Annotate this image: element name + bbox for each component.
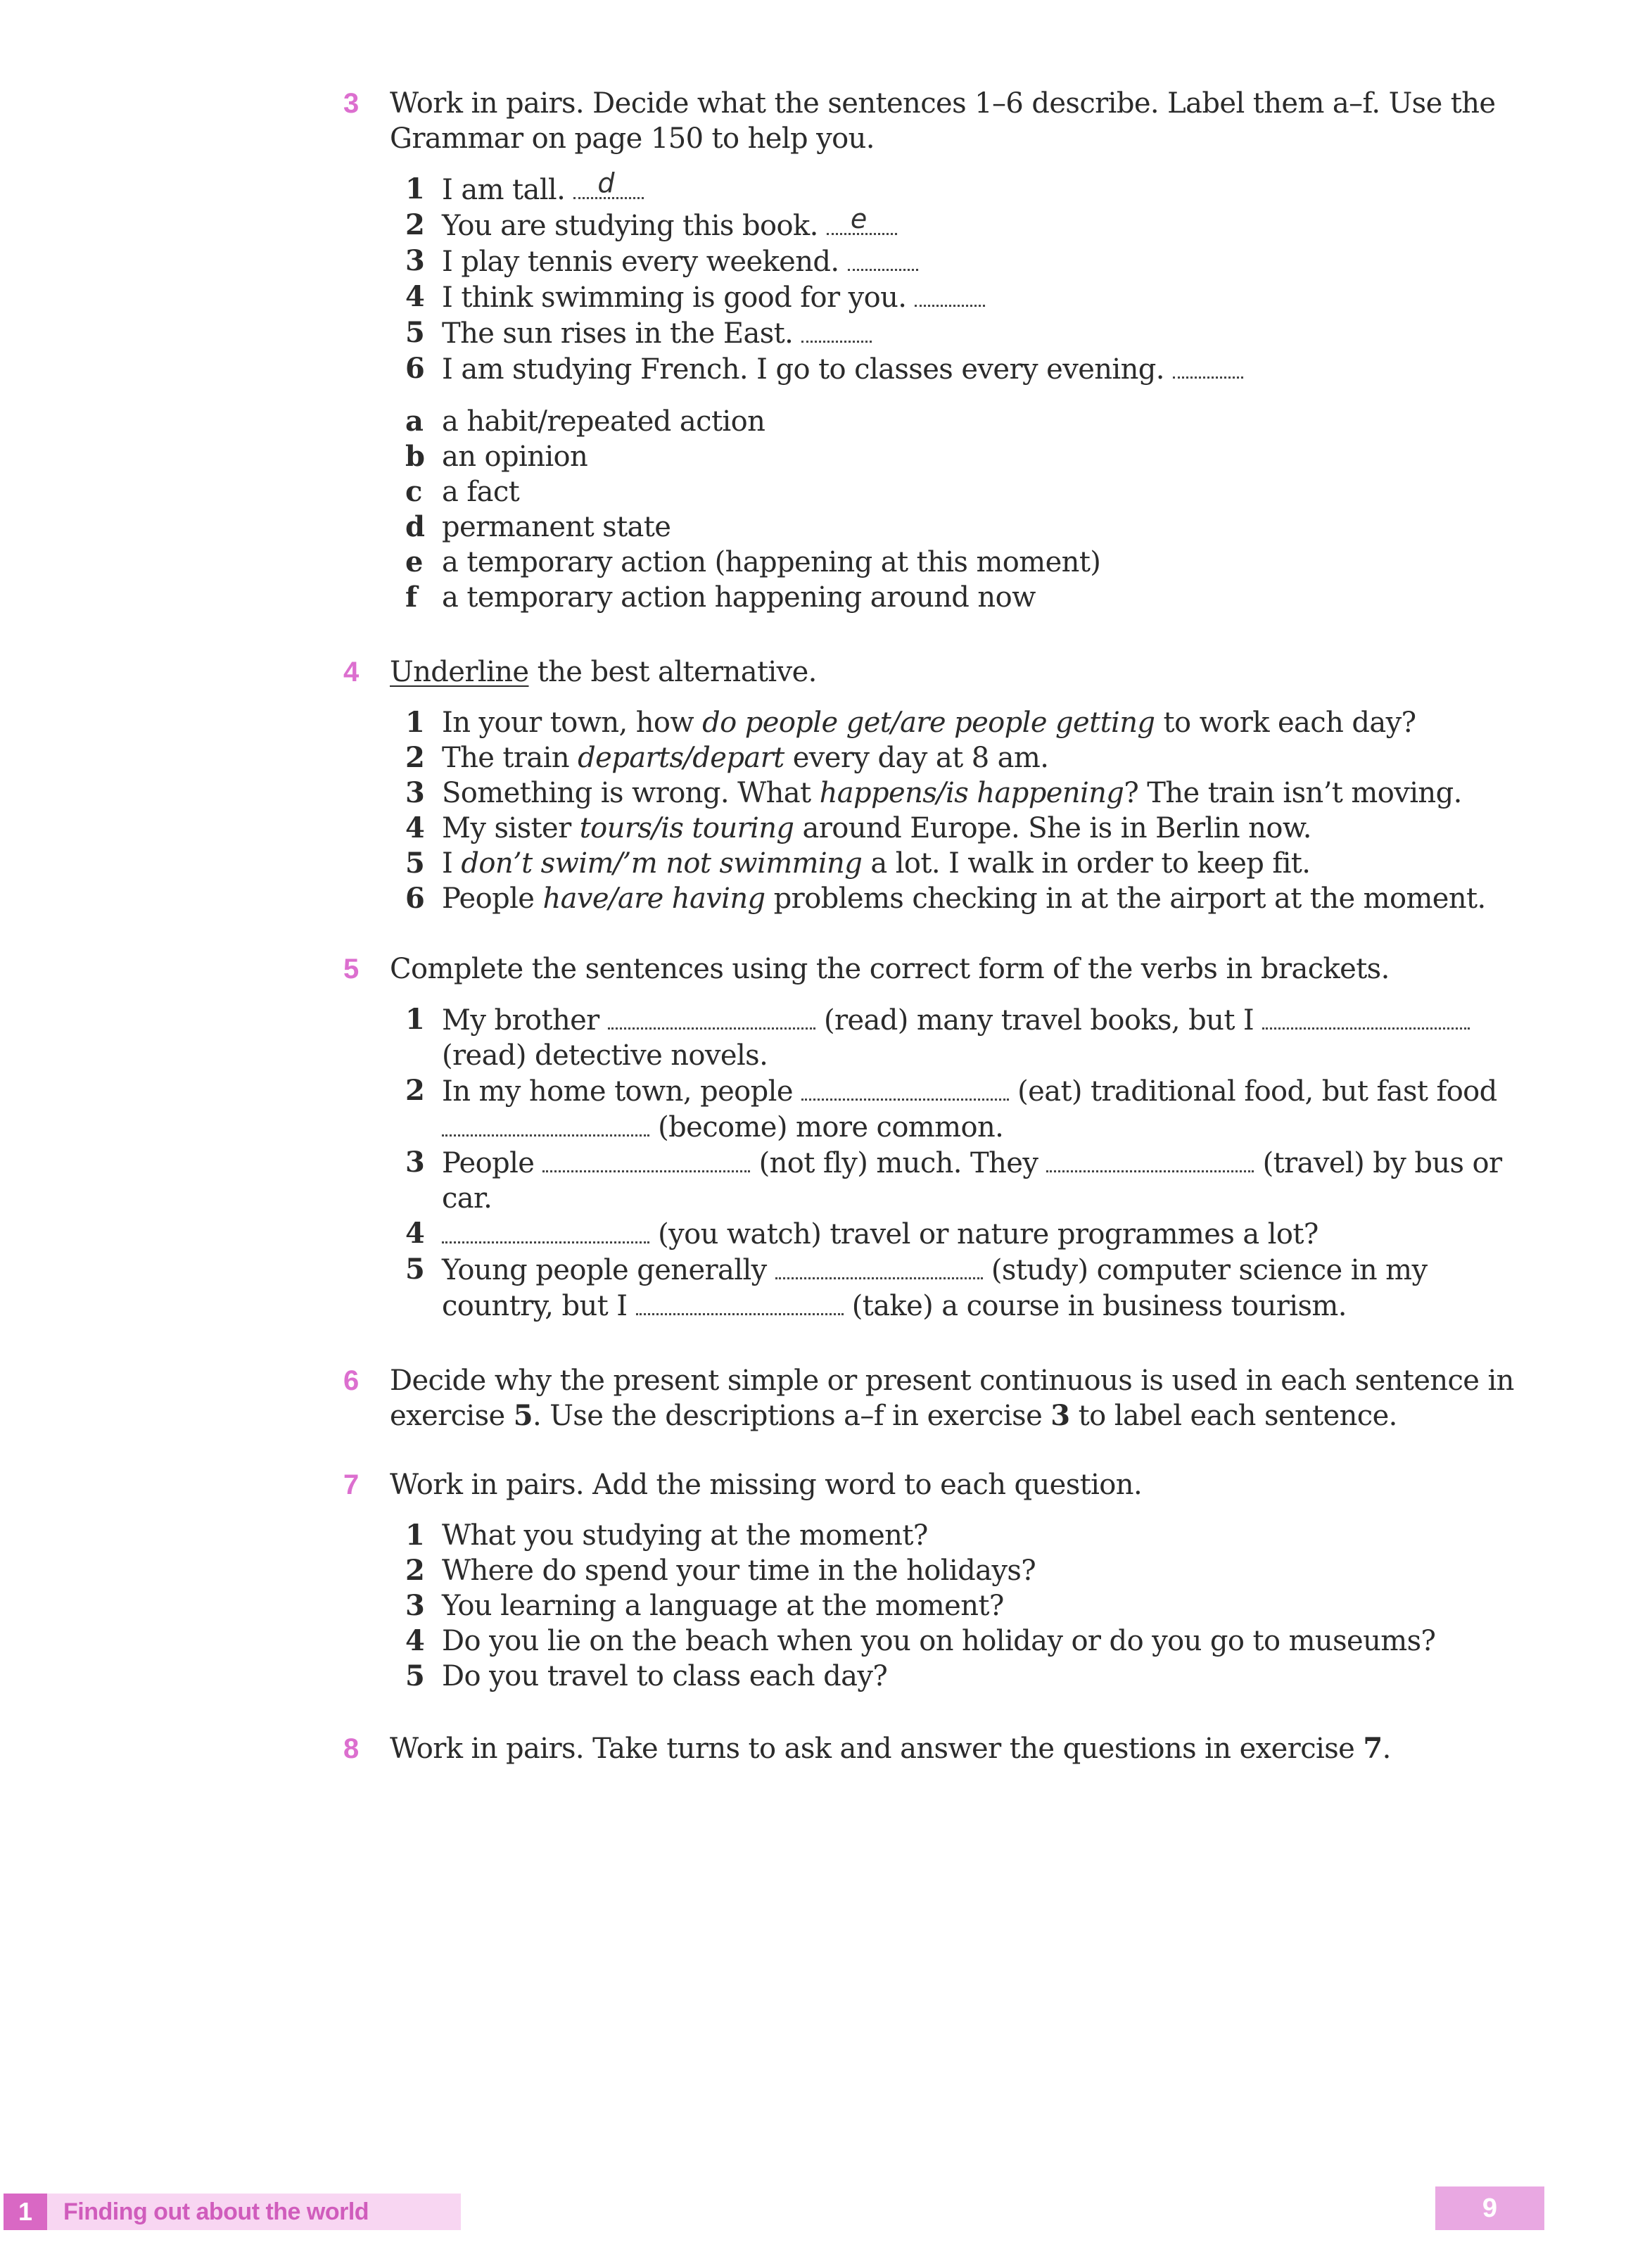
list-item — [405, 776, 1539, 811]
item-letter: f — [405, 581, 417, 614]
item-letter: c — [405, 475, 422, 508]
item-text: My brother — [442, 1004, 608, 1037]
list-item — [405, 279, 1539, 315]
item-number: 4 — [405, 280, 425, 313]
handwritten-answer: d — [597, 167, 614, 198]
item-text: a temporary action happening around now — [442, 581, 1036, 614]
item-number: 4 — [405, 1624, 425, 1657]
item-number: 3 — [405, 1589, 425, 1622]
item-text: What you studying at the moment? — [442, 1519, 928, 1552]
answer-blank[interactable] — [1173, 351, 1243, 379]
answer-blank[interactable] — [848, 243, 918, 271]
item-letter: a — [405, 405, 424, 438]
item-text: (you watch) travel or nature programmes a lot? — [649, 1218, 1319, 1251]
item-text: In your town, how — [442, 707, 703, 739]
exercise-reference: 7 — [1363, 1732, 1383, 1765]
question-list — [405, 1518, 1539, 1694]
exercise-5 — [343, 951, 1539, 1324]
item-text: I — [442, 847, 462, 880]
sentence-list — [405, 167, 1539, 387]
item-text: to work each day? — [1155, 707, 1416, 739]
page-number: 9 — [1435, 2186, 1544, 2230]
item-text: Something is wrong. What — [442, 777, 820, 809]
exercise-number: 5 — [343, 954, 360, 985]
instruction-text: Work in pairs. Take turns to ask and answer the questions in exercise — [390, 1733, 1364, 1765]
handwritten-answer: e — [850, 203, 867, 234]
item-number: 3 — [405, 244, 425, 277]
item-text: Where do spend your time in the holidays? — [442, 1555, 1036, 1587]
item-text: (eat) traditional food, but fast food — [1009, 1075, 1497, 1108]
answer-blank[interactable] — [442, 1216, 649, 1243]
exercise-instruction — [390, 1731, 1539, 1766]
exercise-number: 8 — [343, 1733, 360, 1764]
exercise-number: 3 — [343, 88, 360, 119]
alternatives[interactable]: have/are having — [542, 882, 765, 915]
instruction-text: to label each sentence. — [1069, 1400, 1397, 1432]
list-item — [405, 580, 1539, 615]
item-number: 3 — [405, 1146, 425, 1179]
item-text: a temporary action (happening at this moment) — [442, 546, 1101, 578]
instruction-text: . Use the descriptions a–f in exercise — [532, 1400, 1051, 1432]
item-text: My sister — [442, 812, 580, 844]
item-text: Do you travel to class each day? — [442, 1660, 888, 1692]
instruction-text: . — [1382, 1733, 1391, 1765]
item-text: a fact — [442, 476, 520, 508]
item-number: 3 — [405, 776, 425, 809]
alternatives[interactable]: happens/is happening — [819, 777, 1124, 809]
list-item — [405, 846, 1539, 881]
answer-blank[interactable] — [1262, 1002, 1470, 1030]
item-number: 6 — [405, 352, 425, 385]
item-letter: b — [405, 440, 425, 473]
instruction-line: Work in pairs. Decide what the sentences 1–6 describe. Label them a–f. Use the — [390, 87, 1496, 120]
instruction-line — [390, 1398, 1539, 1433]
exercise-instruction — [390, 654, 1539, 690]
item-text: every day at 8 am. — [784, 742, 1049, 774]
list-item — [405, 243, 1539, 279]
item-text: a lot. I walk in order to keep fit. — [862, 847, 1311, 880]
item-text: permanent state — [442, 511, 671, 543]
item-text: car. — [442, 1182, 493, 1215]
item-text: (read) many travel books, but I — [815, 1004, 1263, 1037]
item-text: ? The train isn’t moving. — [1124, 777, 1462, 809]
item-text: country, but I — [442, 1290, 636, 1322]
item-text: Young people generally — [442, 1254, 775, 1286]
instruction-text: the best alternative. — [528, 656, 817, 688]
item-number: 1 — [405, 706, 425, 739]
exercise-7 — [343, 1467, 1539, 1694]
list-item — [405, 545, 1539, 580]
list-item — [405, 1518, 1539, 1553]
instruction-text: exercise — [390, 1400, 514, 1432]
item-text: Do you lie on the beach when you on holiday or do you go to museums? — [442, 1625, 1436, 1657]
item-text: an opinion — [442, 441, 588, 473]
list-item — [405, 1588, 1539, 1623]
answer-blank[interactable] — [573, 167, 644, 199]
item-text: (not fly) much. They — [750, 1147, 1047, 1179]
item-number: 6 — [405, 882, 425, 915]
item-number: 2 — [405, 1554, 425, 1587]
list-item — [405, 740, 1539, 776]
list-item — [405, 811, 1539, 846]
list-item — [405, 439, 1539, 474]
answer-blank[interactable] — [775, 1252, 983, 1279]
item-number: 4 — [405, 1217, 425, 1250]
chapter-title: Finding out about the world — [63, 2198, 369, 2225]
alternatives[interactable]: tours/is touring — [579, 812, 794, 844]
exercise-number: 6 — [343, 1365, 360, 1396]
item-text: (become) more common. — [649, 1111, 1004, 1144]
item-number: 2 — [405, 1074, 425, 1107]
item-text: (study) computer science in my — [982, 1254, 1428, 1286]
item-number: 2 — [405, 741, 425, 774]
list-item — [405, 203, 1539, 243]
item-letter: d — [405, 510, 425, 543]
alternatives[interactable]: don’t swim/’m not swimming — [461, 847, 863, 880]
item-text: (travel) by bus or — [1254, 1147, 1502, 1179]
item-text: I think swimming is good for you. — [442, 281, 907, 314]
list-item — [405, 1145, 1539, 1216]
answer-blank[interactable] — [801, 1073, 1009, 1101]
list-item — [405, 351, 1539, 387]
description-list — [405, 404, 1539, 615]
list-item — [405, 1073, 1539, 1145]
exercise-instruction — [390, 1363, 1539, 1433]
item-letter: e — [405, 545, 423, 578]
item-text: I play tennis every weekend. — [442, 246, 839, 278]
item-text: (read) detective novels. — [442, 1039, 768, 1072]
item-text: In my home town, people — [442, 1075, 802, 1108]
list-item — [405, 404, 1539, 439]
exercise-number: 4 — [343, 657, 360, 688]
item-number: 1 — [405, 1003, 425, 1036]
exercise-reference: 5 — [513, 1399, 533, 1432]
instruction-line: Decide why the present simple or present continuous is used in each sentence in — [390, 1365, 1514, 1397]
answer-blank[interactable] — [915, 279, 985, 307]
item-text: a habit/repeated action — [442, 405, 765, 438]
item-text: You learning a language at the moment? — [442, 1590, 1004, 1622]
item-text: People — [442, 1147, 543, 1179]
list-item — [405, 881, 1539, 916]
instruction-line: Grammar on page 150 to help you. — [390, 122, 875, 155]
item-number: 5 — [405, 316, 425, 349]
exercise-number: 7 — [343, 1469, 360, 1500]
exercise-instruction: Complete the sentences using the correct form of the verbs in brackets. — [390, 953, 1390, 985]
item-number: 5 — [405, 1659, 425, 1692]
item-text: around Europe. She is in Berlin now. — [794, 812, 1311, 844]
item-text: The train — [442, 742, 578, 774]
list-item — [405, 1623, 1539, 1659]
answer-blank[interactable] — [608, 1002, 815, 1030]
item-text: problems checking in at the airport at the moment. — [765, 882, 1486, 915]
answer-blank[interactable] — [801, 315, 872, 343]
exercise-instruction: Work in pairs. Add the missing word to each question. — [390, 1469, 1143, 1501]
chapter-number: 1 — [4, 2194, 47, 2230]
item-number: 5 — [405, 847, 425, 880]
item-text: I am studying French. I go to classes every evening. — [442, 353, 1164, 386]
exercise-3 — [343, 86, 1539, 615]
list-item — [405, 167, 1539, 208]
item-text: The sun rises in the East. — [442, 317, 794, 350]
exercise-reference: 3 — [1050, 1399, 1070, 1432]
alternatives[interactable]: departs/depart — [578, 742, 784, 774]
answer-blank[interactable] — [442, 1109, 649, 1137]
item-text: (take) a course in business tourism. — [843, 1290, 1347, 1322]
sentence-list — [405, 1002, 1539, 1324]
item-text: You are studying this book. — [442, 210, 818, 242]
exercise-4 — [343, 654, 1539, 916]
list-item — [405, 1553, 1539, 1588]
answer-blank[interactable] — [542, 1145, 750, 1172]
item-number: 2 — [405, 208, 425, 241]
item-number: 5 — [405, 1253, 425, 1286]
alternatives[interactable]: do people get/are people getting — [702, 707, 1155, 739]
exercise-instruction — [390, 86, 1539, 156]
answer-blank[interactable] — [827, 203, 897, 235]
list-item — [405, 1216, 1539, 1252]
exercise-8 — [343, 1731, 1539, 1766]
sentence-list — [405, 705, 1539, 916]
answer-blank[interactable] — [636, 1288, 844, 1315]
list-item — [405, 1252, 1539, 1324]
list-item — [405, 315, 1539, 351]
underlined-word: Underline — [390, 656, 529, 688]
item-number: 1 — [405, 172, 425, 205]
list-item — [405, 509, 1539, 545]
list-item — [405, 474, 1539, 509]
list-item — [405, 705, 1539, 740]
item-number: 1 — [405, 1519, 425, 1552]
item-text: People — [442, 882, 543, 915]
answer-blank[interactable] — [1046, 1145, 1254, 1172]
item-number: 4 — [405, 811, 425, 844]
item-text: I am tall. — [442, 174, 566, 206]
list-item — [405, 1002, 1539, 1073]
exercise-6 — [343, 1363, 1539, 1433]
list-item — [405, 1659, 1539, 1694]
chapter-footer — [4, 2194, 461, 2230]
